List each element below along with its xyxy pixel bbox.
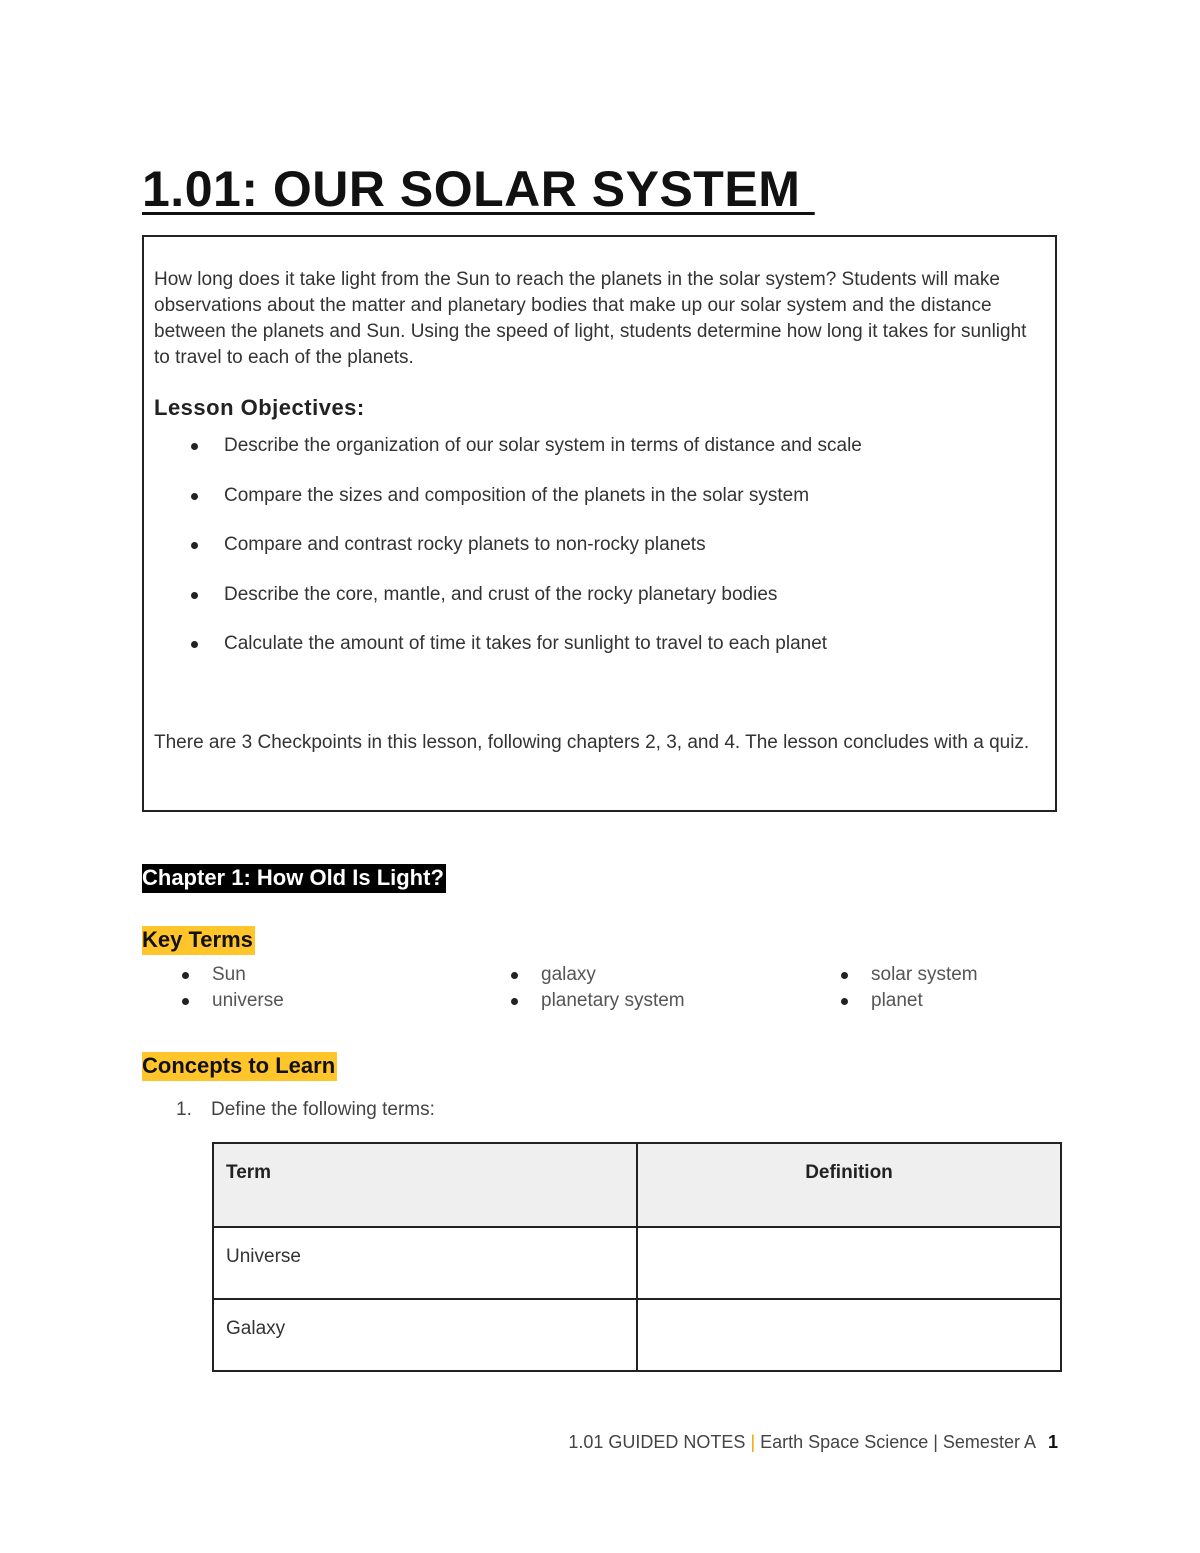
definition-cell[interactable] — [637, 1299, 1061, 1371]
key-term-item — [541, 988, 685, 1014]
define-terms-prompt — [176, 1097, 435, 1123]
chapter-heading: Chapter 1: How Old Is Light? — [142, 864, 446, 893]
terms-table — [212, 1142, 1062, 1372]
term-cell: Universe — [213, 1227, 637, 1299]
list-number: 1. — [176, 1099, 192, 1120]
objective-item — [144, 483, 862, 533]
objective-text: Calculate the amount of time it takes for sunlight to travel to each planet — [224, 633, 828, 654]
key-term-item — [541, 962, 596, 988]
objectives-heading: Lesson Objectives: — [154, 395, 365, 420]
objective-item — [144, 433, 862, 483]
key-term-item — [871, 988, 923, 1014]
key-term-text: solar system — [871, 964, 978, 985]
bullet-icon — [191, 592, 198, 599]
checkpoint-note: There are 3 Checkpoints in this lesson, following chapters 2, 3, and 4. The lesson concludes with a quiz. — [154, 732, 1030, 753]
term-cell: Galaxy — [213, 1299, 637, 1371]
define-prompt-text: Define the following terms: — [211, 1099, 435, 1120]
objectives-list — [144, 433, 862, 681]
objective-item — [144, 582, 862, 632]
footer-separator: | — [750, 1432, 756, 1452]
bullet-icon — [191, 542, 198, 549]
concepts-heading: Concepts to Learn — [142, 1052, 337, 1081]
objective-text: Describe the core, mantle, and crust of the rocky planetary bodies — [224, 583, 778, 605]
bullet-icon — [511, 972, 518, 979]
lesson-intro-paragraph: How long does it take light from the Sun to reach the planets in the solar system? Students will make observations about the matter and planetary bodies that make up our solar system and the distance between the planets and Sun. Using the speed of light, students determine how long it takes for sunlight to travel to each of the planets. — [154, 269, 1027, 368]
bullet-icon — [182, 998, 189, 1005]
footer-course: Earth Space Science | Semester A — [760, 1432, 1035, 1452]
page-footer — [568, 1432, 1058, 1453]
key-term-text: universe — [212, 990, 284, 1011]
bullet-icon — [191, 493, 198, 500]
bullet-icon — [191, 641, 198, 648]
key-term-text: galaxy — [541, 964, 596, 985]
key-term-text: planet — [871, 990, 923, 1011]
page-number: 1 — [1047, 1432, 1058, 1452]
bullet-icon — [191, 443, 198, 450]
bullet-icon — [841, 972, 848, 979]
table-row — [213, 1299, 1061, 1371]
key-terms-heading: Key Terms — [142, 926, 255, 955]
key-term-text: Sun — [212, 964, 246, 985]
key-term-text: planetary system — [541, 990, 685, 1011]
definition-cell[interactable] — [637, 1227, 1061, 1299]
objective-text: Compare the sizes and composition of the planets in the solar system — [224, 484, 810, 506]
bullet-icon — [841, 998, 848, 1005]
bullet-icon — [511, 998, 518, 1005]
table-row — [213, 1227, 1061, 1299]
table-header-row — [213, 1143, 1061, 1227]
key-terms-list — [0, 962, 1200, 1014]
key-term-item — [212, 962, 246, 988]
bullet-icon — [182, 972, 189, 979]
table-header-definition: Definition — [637, 1143, 1061, 1227]
objective-item — [144, 532, 862, 582]
key-term-item — [212, 988, 284, 1014]
objective-text: Compare and contrast rocky planets to non-rocky planets — [224, 534, 706, 555]
table-header-term: Term — [213, 1143, 637, 1227]
objective-item — [144, 631, 862, 681]
objective-text: Describe the organization of our solar system in terms of distance and scale — [224, 435, 862, 456]
page-title: 1.01: OUR SOLAR SYSTEM — [142, 161, 815, 217]
key-term-item — [871, 962, 978, 988]
footer-doc-label: 1.01 GUIDED NOTES — [568, 1432, 746, 1452]
lesson-overview-box — [142, 235, 1057, 812]
